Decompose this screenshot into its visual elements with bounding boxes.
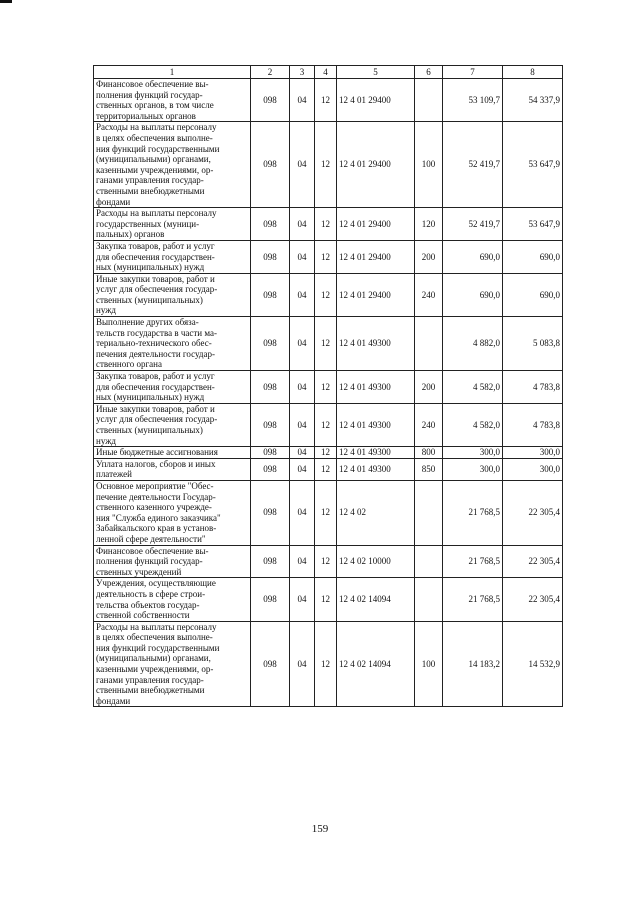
target-article-cell: 12 4 02 14094: [337, 621, 415, 707]
target-article-cell: 12 4 01 49300: [337, 317, 415, 371]
column-header: 1: [94, 66, 251, 79]
amount-year2-cell: 54 337,9: [503, 79, 563, 122]
column-header: 2: [251, 66, 290, 79]
table-row: [94, 621, 563, 707]
amount-year1-cell: 21 768,5: [443, 545, 503, 578]
ministry-code-cell: 098: [251, 403, 290, 446]
expense-type-cell: [415, 79, 443, 122]
column-header: 3: [290, 66, 315, 79]
amount-year1-cell: 300,0: [443, 447, 503, 459]
ministry-code-cell: 098: [251, 317, 290, 371]
section-code-cell: 04: [290, 578, 315, 621]
section-code-cell: 04: [290, 317, 315, 371]
amount-year1-cell: 300,0: [443, 458, 503, 480]
ministry-code-cell: 098: [251, 240, 290, 273]
expense-type-cell: [415, 578, 443, 621]
section-code-cell: 04: [290, 122, 315, 208]
ministry-code-cell: 098: [251, 480, 290, 545]
ministry-code-cell: 098: [251, 578, 290, 621]
ministry-code-cell: 098: [251, 545, 290, 578]
ministry-code-cell: 098: [251, 208, 290, 241]
row-name-cell: Иные закупки товаров, работ и услуг для обеспечения государ- ственных (муниципальных) нужд: [94, 273, 251, 316]
ministry-code-cell: 098: [251, 458, 290, 480]
section-code-cell: 04: [290, 208, 315, 241]
ministry-code-cell: 098: [251, 371, 290, 404]
amount-year2-cell: 53 647,9: [503, 208, 563, 241]
section-code-cell: 04: [290, 621, 315, 707]
amount-year2-cell: 300,0: [503, 458, 563, 480]
ministry-code-cell: 098: [251, 273, 290, 316]
table-row: [94, 122, 563, 208]
subsection-code-cell: 12: [315, 122, 337, 208]
section-code-cell: 04: [290, 371, 315, 404]
amount-year2-cell: 690,0: [503, 240, 563, 273]
amount-year1-cell: 690,0: [443, 240, 503, 273]
budget-table: [93, 65, 563, 707]
table-row: [94, 273, 563, 316]
budget-table-container: [93, 65, 562, 707]
ministry-code-cell: 098: [251, 621, 290, 707]
amount-year2-cell: 22 305,4: [503, 545, 563, 578]
target-article-cell: 12 4 01 29400: [337, 79, 415, 122]
table-row: [94, 545, 563, 578]
row-name-cell: Закупка товаров, работ и услуг для обеспечения государствен- ных (муниципальных) нужд: [94, 240, 251, 273]
amount-year2-cell: 22 305,4: [503, 480, 563, 545]
table-body: [94, 79, 563, 707]
row-name-cell: Выполнение других обяза- тельств государства в части ма- териально-технического обес- печения деятельности государ- ственного органа: [94, 317, 251, 371]
row-name-cell: Иные бюджетные ассигнования: [94, 447, 251, 459]
subsection-code-cell: 12: [315, 545, 337, 578]
amount-year2-cell: 14 532,9: [503, 621, 563, 707]
row-name-cell: Уплата налогов, сборов и иных платежей: [94, 458, 251, 480]
subsection-code-cell: 12: [315, 79, 337, 122]
expense-type-cell: 120: [415, 208, 443, 241]
subsection-code-cell: 12: [315, 208, 337, 241]
table-row: [94, 458, 563, 480]
ministry-code-cell: 098: [251, 122, 290, 208]
expense-type-cell: 850: [415, 458, 443, 480]
row-name-cell: Финансовое обеспечение вы- полнения функций государ- ственных органов, в том числе территориальных органов: [94, 79, 251, 122]
amount-year2-cell: 5 083,8: [503, 317, 563, 371]
ministry-code-cell: 098: [251, 79, 290, 122]
column-header: 6: [415, 66, 443, 79]
section-code-cell: 04: [290, 545, 315, 578]
target-article-cell: 12 4 01 49300: [337, 458, 415, 480]
amount-year1-cell: 4 582,0: [443, 403, 503, 446]
column-header: 7: [443, 66, 503, 79]
target-article-cell: 12 4 02: [337, 480, 415, 545]
subsection-code-cell: 12: [315, 317, 337, 371]
amount-year1-cell: 690,0: [443, 273, 503, 316]
page-number: 159: [311, 823, 329, 835]
section-code-cell: 04: [290, 273, 315, 316]
table-row: [94, 371, 563, 404]
amount-year1-cell: 21 768,5: [443, 480, 503, 545]
expense-type-cell: 200: [415, 371, 443, 404]
row-name-cell: Расходы на выплаты персоналу в целях обеспечения выполне- ния функций государственными (муниципальными) органами, казенными учреждениями, ор- ганами управления государ- ственными внебюджетными фондами: [94, 122, 251, 208]
amount-year1-cell: 4 582,0: [443, 371, 503, 404]
subsection-code-cell: 12: [315, 447, 337, 459]
table-row: [94, 317, 563, 371]
amount-year2-cell: 4 783,8: [503, 371, 563, 404]
table-row: [94, 403, 563, 446]
section-code-cell: 04: [290, 447, 315, 459]
section-code-cell: 04: [290, 240, 315, 273]
amount-year2-cell: 690,0: [503, 273, 563, 316]
row-name-cell: Закупка товаров, работ и услуг для обеспечения государствен- ных (муниципальных) нужд: [94, 371, 251, 404]
subsection-code-cell: 12: [315, 403, 337, 446]
subsection-code-cell: 12: [315, 621, 337, 707]
expense-type-cell: [415, 545, 443, 578]
amount-year1-cell: 52 419,7: [443, 122, 503, 208]
row-name-cell: Иные закупки товаров, работ и услуг для обеспечения государ- ственных (муниципальных) нужд: [94, 403, 251, 446]
amount-year1-cell: 53 109,7: [443, 79, 503, 122]
target-article-cell: 12 4 01 49300: [337, 447, 415, 459]
target-article-cell: 12 4 02 14094: [337, 578, 415, 621]
column-header: 5: [337, 66, 415, 79]
amount-year2-cell: 4 783,8: [503, 403, 563, 446]
subsection-code-cell: 12: [315, 240, 337, 273]
amount-year1-cell: 4 882,0: [443, 317, 503, 371]
row-name-cell: Расходы на выплаты персоналу государственных (муници- пальных) органов: [94, 208, 251, 241]
table-header-row: [94, 66, 563, 79]
section-code-cell: 04: [290, 458, 315, 480]
section-code-cell: 04: [290, 403, 315, 446]
expense-type-cell: 200: [415, 240, 443, 273]
subsection-code-cell: 12: [315, 273, 337, 316]
amount-year1-cell: 21 768,5: [443, 578, 503, 621]
ministry-code-cell: 098: [251, 447, 290, 459]
row-name-cell: Основное мероприятие "Обес- печение деятельности Государ- ственного казенного учрежде- ния "Служба единого заказчика" Забайкальского края в установ- ленной сфере деятельности": [94, 480, 251, 545]
amount-year2-cell: 22 305,4: [503, 578, 563, 621]
expense-type-cell: 800: [415, 447, 443, 459]
target-article-cell: 12 4 01 29400: [337, 122, 415, 208]
subsection-code-cell: 12: [315, 371, 337, 404]
section-code-cell: 04: [290, 480, 315, 545]
expense-type-cell: 240: [415, 403, 443, 446]
amount-year2-cell: 53 647,9: [503, 122, 563, 208]
table-row: [94, 447, 563, 459]
corner-scan-mark: [0, 0, 12, 3]
amount-year1-cell: 52 419,7: [443, 208, 503, 241]
target-article-cell: 12 4 01 29400: [337, 240, 415, 273]
row-name-cell: Учреждения, осуществляющие деятельность в сфере строи- тельства объектов государ- ственной собственности: [94, 578, 251, 621]
expense-type-cell: 100: [415, 122, 443, 208]
section-code-cell: 04: [290, 79, 315, 122]
row-name-cell: Финансовое обеспечение вы- полнения функций государ- ственных учреждений: [94, 545, 251, 578]
subsection-code-cell: 12: [315, 480, 337, 545]
target-article-cell: 12 4 02 10000: [337, 545, 415, 578]
table-row: [94, 208, 563, 241]
target-article-cell: 12 4 01 49300: [337, 371, 415, 404]
column-header: 8: [503, 66, 563, 79]
expense-type-cell: [415, 317, 443, 371]
column-header: 4: [315, 66, 337, 79]
amount-year1-cell: 14 183,2: [443, 621, 503, 707]
amount-year2-cell: 300,0: [503, 447, 563, 459]
table-row: [94, 79, 563, 122]
table-row: [94, 578, 563, 621]
subsection-code-cell: 12: [315, 578, 337, 621]
target-article-cell: 12 4 01 29400: [337, 273, 415, 316]
target-article-cell: 12 4 01 49300: [337, 403, 415, 446]
subsection-code-cell: 12: [315, 458, 337, 480]
table-row: [94, 480, 563, 545]
expense-type-cell: 240: [415, 273, 443, 316]
row-name-cell: Расходы на выплаты персоналу в целях обеспечения выполне- ния функций государственными (муниципальными) органами, казенными учреждениями, ор- ганами управления государ- ственными внебюджетными фондами: [94, 621, 251, 707]
table-row: [94, 240, 563, 273]
target-article-cell: 12 4 01 29400: [337, 208, 415, 241]
expense-type-cell: [415, 480, 443, 545]
expense-type-cell: 100: [415, 621, 443, 707]
